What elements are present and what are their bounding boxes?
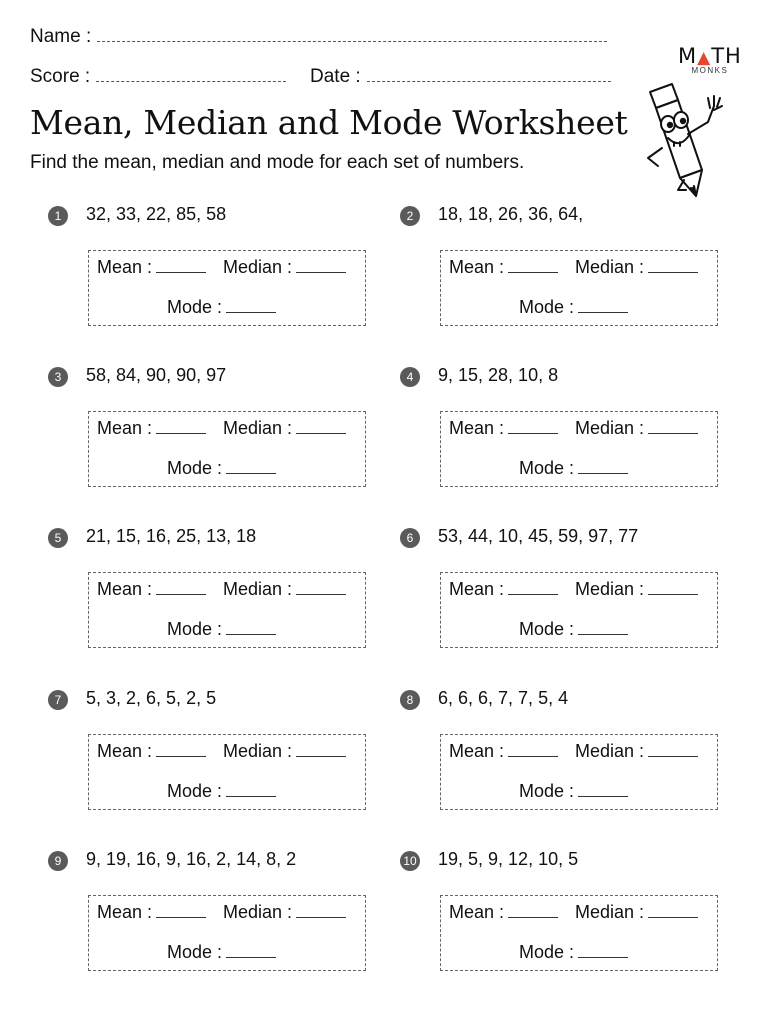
mean-blank[interactable] [156,419,206,434]
problem-3 [48,365,368,515]
median-blank[interactable] [648,580,698,595]
mean-field[interactable] [449,902,558,923]
score-line[interactable] [96,81,286,82]
number-set: 18, 18, 26, 36, 64, [438,204,584,224]
mean-label: Mean : [97,741,153,761]
number-set: 53, 44, 10, 45, 59, 97, 77 [438,526,639,546]
number-set: 32, 33, 22, 85, 58 [86,204,227,224]
problem-10 [400,849,720,999]
mode-blank[interactable] [226,943,276,958]
problem-2 [400,204,720,354]
problem-7 [48,688,368,838]
mode-blank[interactable] [226,298,276,313]
median-label: Median : [223,902,293,922]
mode-label: Mode : [519,942,575,962]
answer-box [440,411,718,487]
number-set: 21, 15, 16, 25, 13, 18 [86,526,257,546]
problem-5 [48,526,368,676]
answer-box [440,572,718,648]
median-field[interactable] [575,902,698,923]
problem-number-badge: 6 [400,528,420,548]
median-label: Median : [223,418,293,438]
mean-blank[interactable] [156,742,206,757]
median-label: Median : [575,418,645,438]
median-label: Median : [575,257,645,277]
median-field[interactable] [223,418,346,439]
mean-field[interactable] [97,579,206,600]
instructions-text: Find the mean, median and mode for each set of numbers. [30,152,525,173]
median-field[interactable] [575,579,698,600]
problem-9 [48,849,368,999]
answer-box [88,734,366,810]
number-set: 6, 6, 6, 7, 7, 5, 4 [438,688,569,708]
answer-box [440,895,718,971]
number-set: 5, 3, 2, 6, 5, 2, 5 [86,688,217,708]
number-set: 19, 5, 9, 12, 10, 5 [438,849,579,869]
mode-label: Mode : [167,781,223,801]
mean-label: Mean : [97,418,153,438]
answer-box [88,411,366,487]
answer-box [440,250,718,326]
median-label: Median : [223,741,293,761]
mean-field[interactable] [97,741,206,762]
median-blank[interactable] [296,258,346,273]
mode-field[interactable] [167,619,276,640]
median-blank[interactable] [648,419,698,434]
mean-blank[interactable] [156,580,206,595]
problem-number-badge: 10 [400,851,420,871]
logo-text-right: TH [711,44,742,68]
median-field[interactable] [223,257,346,278]
answer-box [440,734,718,810]
mean-label: Mean : [449,741,505,761]
mode-label: Mode : [519,458,575,478]
mean-field[interactable] [97,902,206,923]
number-set: 9, 15, 28, 10, 8 [438,365,559,385]
worksheet-title: Mean, Median and Mode Worksheet [30,103,628,142]
mode-blank[interactable] [226,459,276,474]
mean-label: Mean : [449,418,505,438]
mode-label: Mode : [167,619,223,639]
problem-1 [48,204,368,354]
mean-field[interactable] [449,579,558,600]
mean-blank[interactable] [508,903,558,918]
score-label: Score : [30,66,91,87]
logo-wordmark [678,44,742,68]
mode-blank[interactable] [226,620,276,635]
mode-blank[interactable] [226,782,276,797]
mean-field[interactable] [449,257,558,278]
mode-label: Mode : [167,297,223,317]
problem-number-badge: 2 [400,206,420,226]
mode-blank[interactable] [578,459,628,474]
mode-label: Mode : [519,619,575,639]
mean-label: Mean : [449,257,505,277]
problem-number-badge: 4 [400,367,420,387]
median-blank[interactable] [648,258,698,273]
score-field[interactable] [30,66,286,88]
median-blank[interactable] [296,903,346,918]
problem-8 [400,688,720,838]
problem-number-badge: 1 [48,206,68,226]
mode-field[interactable] [167,297,276,318]
mode-blank[interactable] [578,943,628,958]
answer-box [88,572,366,648]
logo-subtext: MONKS [691,66,729,75]
mode-label: Mode : [167,942,223,962]
math-monks-logo [678,44,742,75]
mode-blank[interactable] [578,620,628,635]
mean-blank[interactable] [156,903,206,918]
date-field[interactable] [310,66,611,88]
median-field[interactable] [223,741,346,762]
mode-field[interactable] [519,942,628,963]
problem-4 [400,365,720,515]
name-line[interactable] [97,41,607,42]
mean-blank[interactable] [508,419,558,434]
mode-label: Mode : [519,297,575,317]
mode-field[interactable] [519,619,628,640]
number-set: 9, 19, 16, 9, 16, 2, 14, 8, 2 [86,849,297,869]
median-blank[interactable] [648,742,698,757]
logo-text-left: M [678,44,698,68]
mean-field[interactable] [449,741,558,762]
mode-label: Mode : [167,458,223,478]
median-blank[interactable] [648,903,698,918]
problem-number-badge: 9 [48,851,68,871]
problem-6 [400,526,720,676]
median-blank[interactable] [296,742,346,757]
mode-blank[interactable] [578,782,628,797]
mode-field[interactable] [519,297,628,318]
mode-field[interactable] [519,781,628,802]
median-field[interactable] [575,257,698,278]
median-field[interactable] [223,579,346,600]
mode-field[interactable] [167,942,276,963]
problem-number-badge: 7 [48,690,68,710]
median-label: Median : [575,902,645,922]
problem-number-badge: 5 [48,528,68,548]
number-set: 58, 84, 90, 90, 97 [86,365,227,385]
median-blank[interactable] [296,419,346,434]
median-label: Median : [575,579,645,599]
median-label: Median : [575,741,645,761]
problem-number-badge: 8 [400,690,420,710]
mode-field[interactable] [167,781,276,802]
median-label: Median : [223,579,293,599]
answer-box [88,895,366,971]
answer-box [88,250,366,326]
problem-number-badge: 3 [48,367,68,387]
name-label: Name : [30,26,92,47]
mean-label: Mean : [97,902,153,922]
pencil-mascot-icon [628,78,738,206]
name-field[interactable] [30,26,607,48]
mean-blank[interactable] [508,580,558,595]
mean-blank[interactable] [508,742,558,757]
mean-label: Mean : [97,257,153,277]
mode-label: Mode : [519,781,575,801]
median-field[interactable] [575,418,698,439]
mean-blank[interactable] [156,258,206,273]
median-blank[interactable] [296,580,346,595]
date-line[interactable] [367,81,611,82]
mode-field[interactable] [519,458,628,479]
median-label: Median : [223,257,293,277]
date-label: Date : [310,66,361,87]
median-field[interactable] [223,902,346,923]
mean-field[interactable] [449,418,558,439]
mean-label: Mean : [449,902,505,922]
triangle-icon: ▲ [697,48,712,68]
mean-label: Mean : [449,579,505,599]
median-field[interactable] [575,741,698,762]
mode-blank[interactable] [578,298,628,313]
mean-field[interactable] [97,257,206,278]
mode-field[interactable] [167,458,276,479]
mean-field[interactable] [97,418,206,439]
mean-label: Mean : [97,579,153,599]
mean-blank[interactable] [508,258,558,273]
